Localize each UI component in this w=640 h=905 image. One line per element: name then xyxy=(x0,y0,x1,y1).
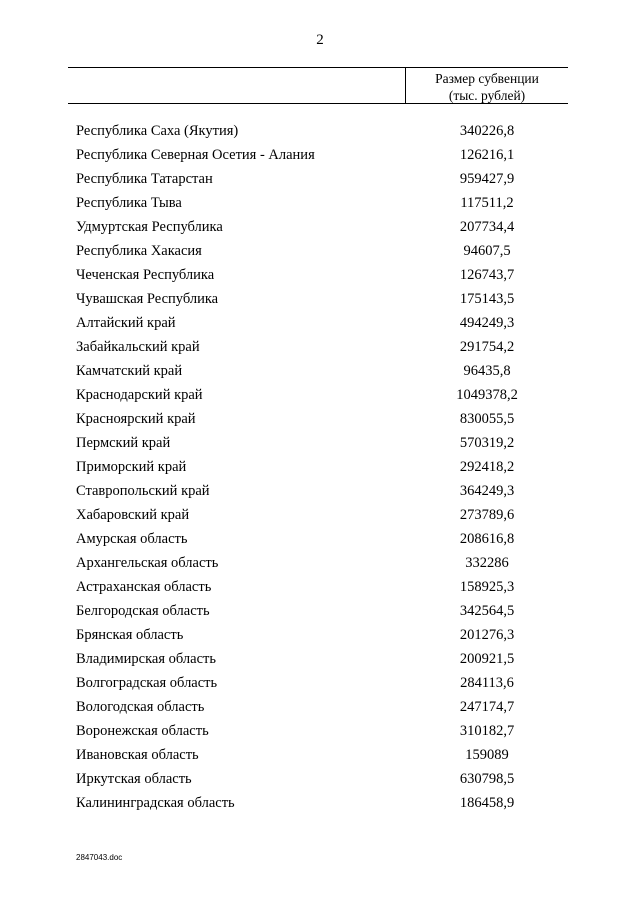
table-row xyxy=(0,671,640,695)
table-row xyxy=(0,239,640,263)
subvention-amount: 1049378,2 xyxy=(456,387,518,403)
subvention-amount: 96435,8 xyxy=(463,363,511,379)
region-name: Ставропольский край xyxy=(76,483,210,499)
column-header-line2: (тыс. рублей) xyxy=(448,88,526,103)
region-name: Ивановская область xyxy=(76,747,199,763)
region-name: Республика Саха (Якутия) xyxy=(76,123,239,139)
table-top-rule xyxy=(68,67,568,68)
region-name: Амурская область xyxy=(76,531,188,547)
table-row xyxy=(0,599,640,623)
region-name: Республика Татарстан xyxy=(76,171,213,187)
subvention-amount: 208616,8 xyxy=(459,531,515,547)
document-id: 2847043.doc xyxy=(76,853,123,862)
subvention-amount: 332286 xyxy=(465,555,509,571)
table-row xyxy=(0,431,640,455)
column-header-line1: Размер субвенции xyxy=(435,71,539,86)
subvention-amount: 158925,3 xyxy=(459,579,515,595)
subvention-amount: 159089 xyxy=(465,747,509,763)
table-row xyxy=(0,383,640,407)
table-body xyxy=(0,119,640,815)
subvention-amount: 310182,7 xyxy=(459,723,515,739)
table-row xyxy=(0,335,640,359)
subvention-amount: 273789,6 xyxy=(459,507,515,523)
table-row xyxy=(0,551,640,575)
table-row xyxy=(0,527,640,551)
region-name: Красноярский край xyxy=(76,411,196,427)
table-row xyxy=(0,143,640,167)
subvention-amount: 117511,2 xyxy=(460,195,514,211)
region-name: Забайкальский край xyxy=(76,339,200,355)
table-row xyxy=(0,503,640,527)
column-header xyxy=(406,70,568,104)
region-name: Вологодская область xyxy=(76,699,205,715)
subvention-amount: 207734,4 xyxy=(459,219,515,235)
table-row xyxy=(0,575,640,599)
region-name: Хабаровский край xyxy=(76,507,190,523)
table-row xyxy=(0,719,640,743)
region-name: Пермский край xyxy=(76,435,171,451)
table-row xyxy=(0,263,640,287)
subvention-amount: 284113,6 xyxy=(460,675,514,691)
region-name: Камчатский край xyxy=(76,363,183,379)
region-name: Воронежская область xyxy=(76,723,209,739)
subvention-amount: 830055,5 xyxy=(459,411,515,427)
subvention-amount: 494249,3 xyxy=(459,315,515,331)
region-name: Краснодарский край xyxy=(76,387,203,403)
subvention-amount: 201276,3 xyxy=(459,627,515,643)
subvention-amount: 340226,8 xyxy=(459,123,515,139)
subvention-amount: 94607,5 xyxy=(463,243,511,259)
table-row xyxy=(0,455,640,479)
subvention-amount: 126743,7 xyxy=(459,267,515,283)
table-row xyxy=(0,647,640,671)
table-header-bottom-rule xyxy=(68,103,568,104)
region-name: Брянская область xyxy=(76,627,184,643)
subvention-amount: 630798,5 xyxy=(459,771,515,787)
region-name: Калининградская область xyxy=(76,795,235,811)
region-name: Приморский край xyxy=(76,459,187,475)
region-name: Республика Тыва xyxy=(76,195,182,211)
subvention-amount: 959427,9 xyxy=(459,171,515,187)
table-row xyxy=(0,215,640,239)
subvention-amount: 247174,7 xyxy=(459,699,515,715)
subvention-amount: 291754,2 xyxy=(459,339,515,355)
subvention-amount: 200921,5 xyxy=(459,651,515,667)
region-name: Удмуртская Республика xyxy=(76,219,223,235)
table-row xyxy=(0,623,640,647)
subvention-amount: 342564,5 xyxy=(459,603,515,619)
subvention-amount: 364249,3 xyxy=(459,483,515,499)
region-name: Владимирская область xyxy=(76,651,216,667)
page-number: 2 xyxy=(316,32,324,48)
table-row xyxy=(0,191,640,215)
region-name: Республика Хакасия xyxy=(76,243,202,259)
table-row xyxy=(0,287,640,311)
subvention-amount: 126216,1 xyxy=(459,147,515,163)
region-name: Чеченская Республика xyxy=(76,267,215,283)
subvention-amount: 570319,2 xyxy=(459,435,515,451)
region-name: Алтайский край xyxy=(76,315,176,331)
table-row xyxy=(0,359,640,383)
region-name: Волгоградская область xyxy=(76,675,218,691)
table-row xyxy=(0,407,640,431)
table-row xyxy=(0,119,640,143)
subvention-amount: 186458,9 xyxy=(459,795,515,811)
table-row xyxy=(0,743,640,767)
table-row xyxy=(0,791,640,815)
table-row xyxy=(0,311,640,335)
subvention-amount: 175143,5 xyxy=(459,291,515,307)
table-row xyxy=(0,167,640,191)
region-name: Чувашская Республика xyxy=(76,291,219,307)
region-name: Иркутская область xyxy=(76,771,192,787)
region-name: Республика Северная Осетия - Алания xyxy=(76,147,315,163)
region-name: Белгородская область xyxy=(76,603,210,619)
table-row xyxy=(0,767,640,791)
region-name: Астраханская область xyxy=(76,579,212,595)
subvention-amount: 292418,2 xyxy=(459,459,515,475)
table-row xyxy=(0,479,640,503)
region-name: Архангельская область xyxy=(76,555,219,571)
table-row xyxy=(0,695,640,719)
